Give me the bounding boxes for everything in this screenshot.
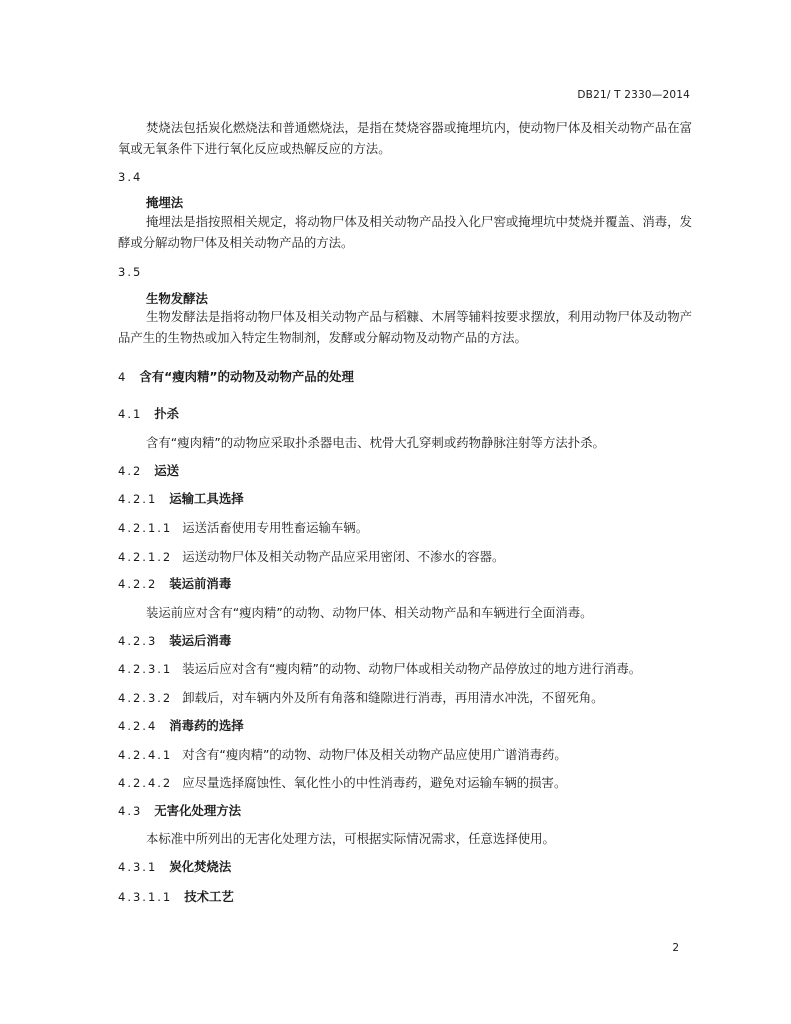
section-number: 4.2.4	[118, 719, 158, 733]
section-number: 4.2.2	[118, 577, 158, 591]
section-4-heading	[118, 367, 354, 385]
section-title: 运送	[154, 463, 180, 478]
clause-number: 4.2.3.2	[118, 691, 173, 705]
section-title: 含有“瘦肉精”的动物及动物产品的处理	[139, 369, 354, 384]
page-number: 2	[672, 942, 679, 954]
clause-text: 装运后应对含有“瘦肉精”的动物、动物尸体或相关动物产品停放过的地方进行消毒。	[182, 661, 642, 676]
section-4-3-1-heading	[118, 857, 231, 875]
section-number: 4.3	[118, 804, 143, 818]
fermentation-definition-paragraph: 生物发酵法是指将动物尸体及相关动物产品与稻糠、木屑等辅料按要求摆放，利用动物尸体及动物产品产生的生物热或加入特定生物制剂，发酵或分解动物及动物产品的方法。	[118, 309, 692, 345]
clause-number: 4.2.1.2	[118, 550, 173, 564]
section-4-3-1-1-heading	[118, 887, 234, 905]
section-4-2-3-heading	[118, 631, 231, 649]
term-bio-fermentation: 生物发酵法	[146, 291, 208, 306]
incineration-definition-paragraph: 焚烧法包括炭化燃烧法和普通燃烧法，是指在焚烧容器或掩埋坑内，使动物尸体及相关动物产品在富氧或无氧条件下进行氧化反应或热解反应的方法。	[118, 120, 692, 156]
clause-text: 对含有“瘦肉精”的动物、动物尸体及相关动物产品应使用广谱消毒药。	[182, 747, 567, 762]
clause-4-2-1-1	[118, 518, 368, 536]
clause-4-2-4-1	[118, 745, 567, 763]
clause-text: 应尽量选择腐蚀性、氧化性小的中性消毒药，避免对运输车辆的损害。	[182, 775, 567, 790]
clause-3-5-number: 3.5	[118, 265, 143, 279]
clause-text: 运送动物尸体及相关动物产品应采用密闭、不渗水的容器。	[182, 549, 505, 564]
clause-number: 4.2.4.2	[118, 776, 173, 790]
clause-text: 卸载后，对车辆内外及所有角落和缝隙进行消毒，再用清水冲洗，不留死角。	[182, 690, 604, 705]
section-title: 运输工具选择	[169, 491, 244, 506]
clause-3-4-number: 3.4	[118, 170, 143, 184]
term-burial-method: 掩埋法	[146, 195, 184, 210]
section-number: 4.2	[118, 464, 143, 478]
section-number: 4.3.1	[118, 860, 158, 874]
clause-text: 运送活畜使用专用牲畜运输车辆。	[182, 520, 369, 535]
section-4-2-1-heading	[118, 489, 244, 507]
section-4-3-heading	[118, 801, 241, 819]
clause-4-2-3-1	[118, 659, 641, 677]
section-4-2-heading	[118, 461, 179, 479]
section-number: 4.3.1.1	[118, 890, 173, 904]
section-number: 4	[118, 370, 128, 384]
section-title: 扑杀	[154, 406, 180, 421]
section-title: 技术工艺	[184, 889, 234, 904]
section-title: 消毒药的选择	[169, 718, 244, 733]
clause-4-2-1-2	[118, 547, 504, 565]
section-number: 4.2.1	[118, 492, 158, 506]
section-4-3-text: 本标准中所列出的无害化处理方法，可根据实际情况需求，任意选择使用。	[146, 831, 555, 846]
section-4-2-4-heading	[118, 716, 244, 734]
clause-4-2-4-2	[118, 773, 566, 791]
clause-4-2-3-2	[118, 688, 604, 706]
section-title: 无害化处理方法	[154, 803, 242, 818]
burial-definition-paragraph: 掩埋法是指按照相关规定，将动物尸体及相关动物产品投入化尸窖或掩埋坑中焚烧并覆盖、消毒，发酵或分解动物尸体及相关动物产品的方法。	[118, 214, 692, 250]
section-title: 炭化焚烧法	[169, 859, 232, 874]
clause-number: 4.2.1.1	[118, 521, 173, 535]
section-4-2-2-text: 装运前应对含有“瘦肉精”的动物、动物尸体、相关动物产品和车辆进行全面消毒。	[146, 605, 593, 620]
standard-number-header: DB21/ T 2330—2014	[577, 89, 690, 101]
section-title: 装运后消毒	[169, 633, 232, 648]
clause-number: 4.2.3.1	[118, 662, 173, 676]
section-title: 装运前消毒	[169, 576, 232, 591]
section-4-1-text: 含有“瘦肉精”的动物应采取扑杀器电击、枕骨大孔穿刺或药物静脉注射等方法扑杀。	[146, 435, 605, 450]
section-number: 4.2.3	[118, 634, 158, 648]
section-4-2-2-heading	[118, 574, 231, 592]
section-number: 4.1	[118, 407, 143, 421]
section-4-1-heading	[118, 404, 179, 422]
clause-number: 4.2.4.1	[118, 748, 173, 762]
